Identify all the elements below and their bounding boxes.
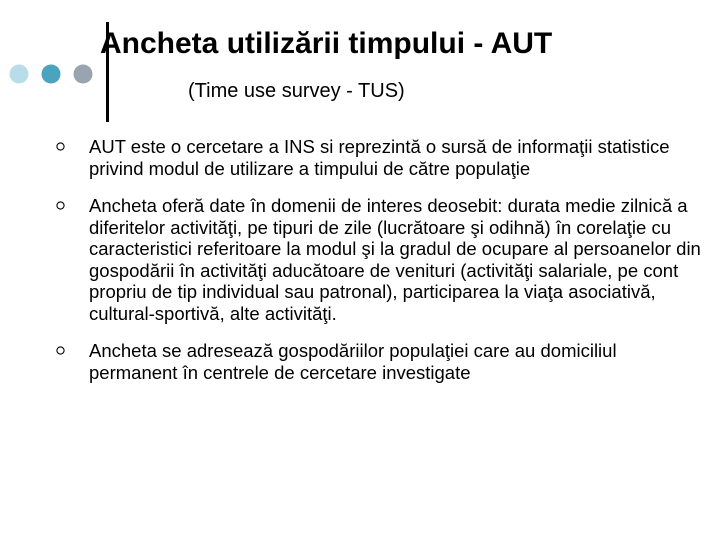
bullet-item bbox=[50, 195, 710, 324]
slide-subtitle: (Time use survey - TUS) bbox=[188, 80, 405, 102]
decorative-dots-icon bbox=[8, 63, 98, 85]
bullet-list bbox=[50, 136, 710, 399]
slide-title: Ancheta utilizării timpului - AUT bbox=[100, 27, 553, 60]
gray-dot-icon bbox=[74, 65, 93, 84]
hollow-circle-icon bbox=[56, 142, 65, 151]
bullet-item bbox=[50, 340, 710, 383]
bullet-item bbox=[50, 136, 710, 179]
hollow-circle-icon bbox=[56, 346, 65, 355]
bullet-text: Ancheta se adresează gospodăriilor populaţiei care au domiciliul permanent în centrele de cercetare investigate bbox=[89, 340, 617, 383]
light-blue-dot-icon bbox=[10, 65, 29, 84]
bullet-text: Ancheta oferă date în domenii de interes deosebit: durata medie zilnică a diferitelor activităţi, pe tipuri de zile (lucrătoare şi odihnă) în corelaţie cu caracteristici referitoare la modul şi la gradul de ocupare al persoanelor din gospodării în activităţi aducătoare de venituri (activităţi salariale, pe cont propriu de tip individual sau patronal), participarea la viaţa asociativă, cultural-sportivă, alte activităţi. bbox=[89, 195, 701, 324]
bullet-text: AUT este o cercetare a INS si reprezintă o sursă de informaţii statistice privind modul de utilizare a timpului de către populaţie bbox=[89, 136, 670, 179]
hollow-circle-icon bbox=[56, 201, 65, 210]
blue-dot-icon bbox=[42, 65, 61, 84]
